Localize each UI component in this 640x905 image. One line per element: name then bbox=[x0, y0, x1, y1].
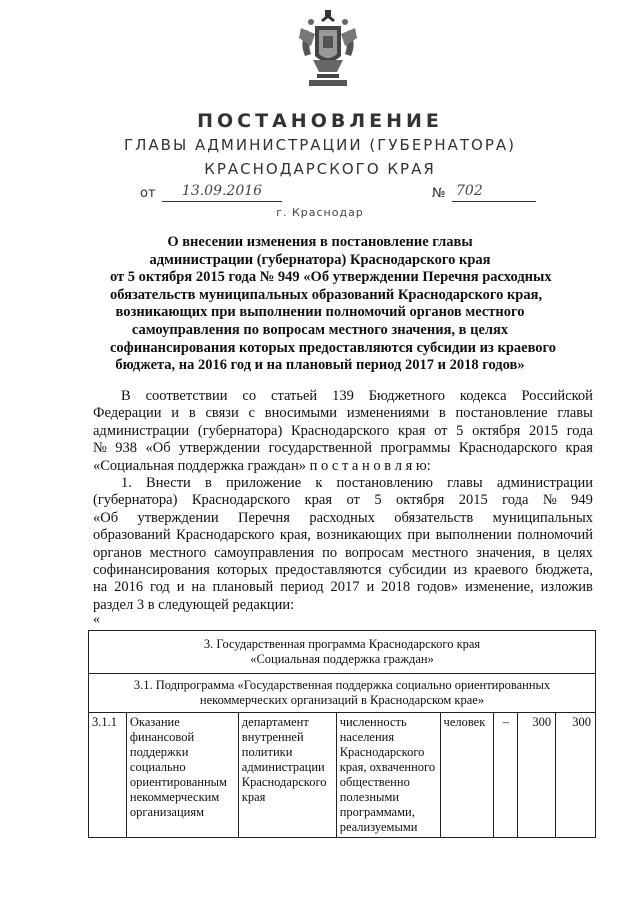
title-line: О внесении изменения в постановление главы bbox=[167, 234, 473, 250]
cell-2016: – bbox=[494, 713, 518, 838]
cell-code: 3.1.1 bbox=[89, 713, 127, 838]
subprogram-row bbox=[89, 674, 596, 713]
cell-unit: человек bbox=[440, 713, 494, 838]
cell-expense: Оказание финансовой поддержки социально ориентированным некоммерческим организациям bbox=[126, 713, 238, 838]
title-line: самоуправления по вопросам местного значения, в целях bbox=[131, 321, 509, 338]
body-line: № 938 «Об утверждении государственной программы Краснодарского края bbox=[93, 440, 593, 457]
issuer-line-2: КРАСНОДАРСКОГО КРАЯ bbox=[204, 160, 436, 178]
date-label: от bbox=[140, 186, 156, 201]
section-row bbox=[89, 631, 596, 674]
title-line: бюджета, на 2016 год и на плановый период 2017 и 2018 годов» bbox=[115, 357, 525, 374]
body-line: «Социальная поддержка граждан» п о с т а н о в л я ю: bbox=[93, 457, 431, 474]
body-line: 1. Внести в приложение к постановлению главы администрации bbox=[121, 475, 593, 492]
title-line: от 5 октября 2015 года № 949 «Об утверждении Перечня расходных bbox=[110, 269, 552, 286]
subprogram-subtitle: некоммерческих организаций в Краснодарском крае» bbox=[199, 693, 485, 707]
title-line: обязательств муниципальных образований Краснодарского края, bbox=[110, 286, 543, 303]
subprogram-title: 3.1. Подпрограмма «Государственная поддержка социально ориентированных bbox=[133, 678, 551, 692]
date-value: 13.09.2016 bbox=[162, 183, 282, 202]
body-text bbox=[93, 388, 593, 614]
program-table bbox=[88, 630, 596, 838]
document-type-title: ПОСТАНОВЛЕНИЕ bbox=[197, 110, 443, 132]
city: г. Краснодар bbox=[276, 206, 364, 219]
body-line: образований Краснодарского края, возникающих при выполнении полномочий bbox=[93, 527, 593, 544]
subprogram-cell bbox=[89, 674, 596, 713]
title-line: софинансирования которых предоставляются субсидии из краевого bbox=[110, 339, 557, 356]
body-line: «Об утверждении Перечня расходных обязательств муниципальных bbox=[93, 509, 593, 526]
resolution-title bbox=[110, 234, 557, 375]
number-label: № bbox=[432, 186, 446, 201]
body-line: (губернатора) Краснодарского края от 5 октября 2015 года № 949 bbox=[93, 492, 593, 509]
body-line: на 2016 год и на плановый период 2017 и 2018 годов» изменение, изложив bbox=[93, 579, 593, 596]
open-quote: « bbox=[93, 612, 100, 627]
title-line: администрации (губернатора) Краснодарского края bbox=[149, 251, 491, 268]
cell-2017: 300 bbox=[518, 713, 556, 838]
body-line: раздел 3 в следующей редакции: bbox=[93, 596, 295, 613]
title-line: возникающих при выполнении полномочий органов местного bbox=[115, 304, 525, 321]
section-title: 3. Государственная программа Краснодарского края bbox=[203, 637, 481, 651]
body-line: администрации (губернатора) Краснодарского края от 5 октября 2015 года bbox=[93, 422, 593, 439]
issuer-line-1: ГЛАВЫ АДМИНИСТРАЦИИ (ГУБЕРНАТОРА) bbox=[123, 136, 517, 154]
cell-2018: 300 bbox=[556, 713, 596, 838]
number-value: 702 bbox=[452, 183, 536, 202]
cell-department: департамент внутренней политики администрации Краснодарского края bbox=[238, 713, 336, 838]
body-line: В соответствии со статьей 139 Бюджетного кодекса Российской bbox=[121, 388, 593, 404]
date-number-row bbox=[0, 183, 640, 205]
cell-indicator: численность населения Краснодарского края, охваченного общественно полезными программами, реализуемыми bbox=[336, 713, 440, 838]
section-cell bbox=[89, 631, 596, 674]
table-row bbox=[89, 713, 596, 838]
body-line: органов местного самоуправления по вопросам местного значения, в целях bbox=[93, 544, 593, 561]
body-line: софинансирования которых предоставляются субсидии из краевого бюджета, bbox=[93, 562, 593, 579]
section-subtitle: «Социальная поддержка граждан» bbox=[250, 652, 434, 666]
coat-of-arms-emblem bbox=[297, 8, 359, 90]
body-line: Федерации и в связи с вносимыми изменениями в постановление главы bbox=[93, 405, 593, 422]
